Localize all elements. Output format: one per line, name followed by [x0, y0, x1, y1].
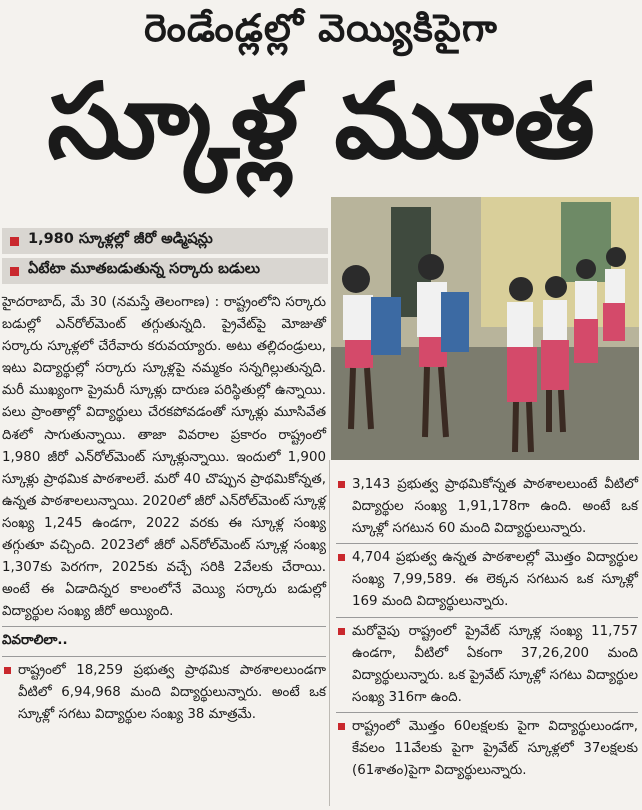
stat-bullet-total-students: రాష్ట్రంలో మొత్తం 60లక్షలకు పైగా విద్యార్థులుండగా, కేవలం 11వేలకు పైగా ప్రైవేట్ స్కూళ్లలో 37లక్షలకు (61శాతం)పైగా విద్యార్థులున్నారు. [336, 716, 638, 782]
stat-bullet-upper-primary: 3,143 ప్రభుత్వ ప్రాథమికోన్నత పాఠశాలలుంటే వీటిలో విద్యార్థుల సంఖ్య 1,91,178గా ఉంది. అంటే ఒక స్కూళ్లో సగటున 60 మంది విద్యార్థులున్నారు. [336, 474, 638, 540]
details-subhead: వివరాలిలా.. [2, 633, 68, 649]
divider [2, 656, 326, 657]
lead-paragraph: హైదరాబాద్, మే 30 (నమస్తే తెలంగాణ) : రాష్ట్రంలోని సర్కారు బడుల్లో ఎన్‌రోల్‌మెంట్ తగ్గుతున్నది. ప్రైవేట్‌పై మోజుతో సర్కారు స్కూళ్లలో చేరేవారు కరువయ్యారు. అటు తల్లిదండ్రులు, ఇటు విద్యార్థుల్లో సర్కారు స్కూళ్లపై నమ్మకం సన్నగిల్లుతున్నది. మరీ ముఖ్యంగా ప్రైమరీ స్కూళ్లు దారుణ పరిస్థితుల్లో ఉన్నాయి. పలు ప్రాంతాల్లో విద్యార్థులు చేరకపోవడంతో స్కూళ్లు మూసివేత దిశలో సాగుతున్నాయి. తాజా వివరాల ప్రకారం రాష్ట్రంలో 1,980 జీరో ఎన్‌రోల్‌మెంట్ స్కూళ్లున్నాయి. ఇందులో 1,900 స్కూళ్లు ప్రాథమిక పాఠశాలలే. మరో 40 చొప్పున ప్రాథమికోన్నత, ఉన్నత పాఠశాలలున్నాయి. 2020లో జీరో ఎన్‌రోల్‌మెంట్ స్కూళ్ల సంఖ్య 1,245 ఉండగా, 2022 వరకు ఈ స్కూళ్ల సంఖ్య తగ్గుతూ వచ్చింది. 2023లో జీరో ఎన్‌రోల్‌మెంట్ స్కూళ్ల సంఖ్య 1,307కు పెరగగా, 2025కు వచ్చే సరికి 2వేలకు చేరాయి. అంటే ఈ ఏడాదిన్నర కాలంలోనే వెయ్యి సర్కారు బడుల్లో విద్యార్థుల సంఖ్య జీరో అయ్యింది. [2, 295, 326, 620]
right-column-article [336, 474, 638, 782]
stat-bullet-primary-schools: రాష్ట్రంలో 18,259 ప్రభుత్వ ప్రాథమిక పాఠశాలలుండగా వీటిలో 6,94,968 మంది విద్యార్థులున్నారు. అంటే ఒక స్కూళ్లో సగటు విద్యార్థుల సంఖ్య 38 మాత్రమే. [2, 660, 326, 726]
bullet-square-icon [10, 267, 19, 276]
divider [2, 626, 326, 627]
kicker-headline: రెండేండ్లల్లో వెయ్యికిపైగా [144, 6, 498, 50]
divider [336, 543, 638, 544]
highlight-text-1: 1,980 స్కూళ్లల్లో జీరో అడ్మిషన్లు [28, 231, 213, 247]
highlight-box-2 [2, 258, 328, 284]
divider [336, 712, 638, 713]
highlight-text-2: ఏటేటా మూతబడుతున్న సర్కారు బడులు [28, 261, 261, 277]
divider [336, 617, 638, 618]
bullet-square-icon [10, 237, 19, 246]
highlight-box-1 [2, 228, 328, 254]
stat-bullet-private-schools: మరోవైపు రాష్ట్రంలో ప్రైవేట్ స్కూళ్ల సంఖ్య 11,757 ఉండగా, వీటిలో ఏకంగా 37,26,200 మంది విద్యార్థులున్నారు. ఒక ప్రైవేట్ స్కూళ్లో సగటు విద్యార్థుల సంఖ్య 316గా ఉంది. [336, 621, 638, 709]
main-headline: స్కూళ్ల మూత [47, 60, 595, 182]
stat-bullet-high-schools: 4,704 ప్రభుత్వ ఉన్నత పాఠశాలల్లో మొత్తం విద్యార్థుల సంఖ్య 7,99,589. ఈ లెక్కన సగటున ఒక స్కూళ్లో 169 మంది విద్యార్థులున్నారు. [336, 547, 638, 613]
column-divider [329, 460, 330, 806]
left-column-article [2, 292, 326, 726]
children-in-school-photo [331, 197, 639, 460]
news-photo [331, 197, 639, 460]
